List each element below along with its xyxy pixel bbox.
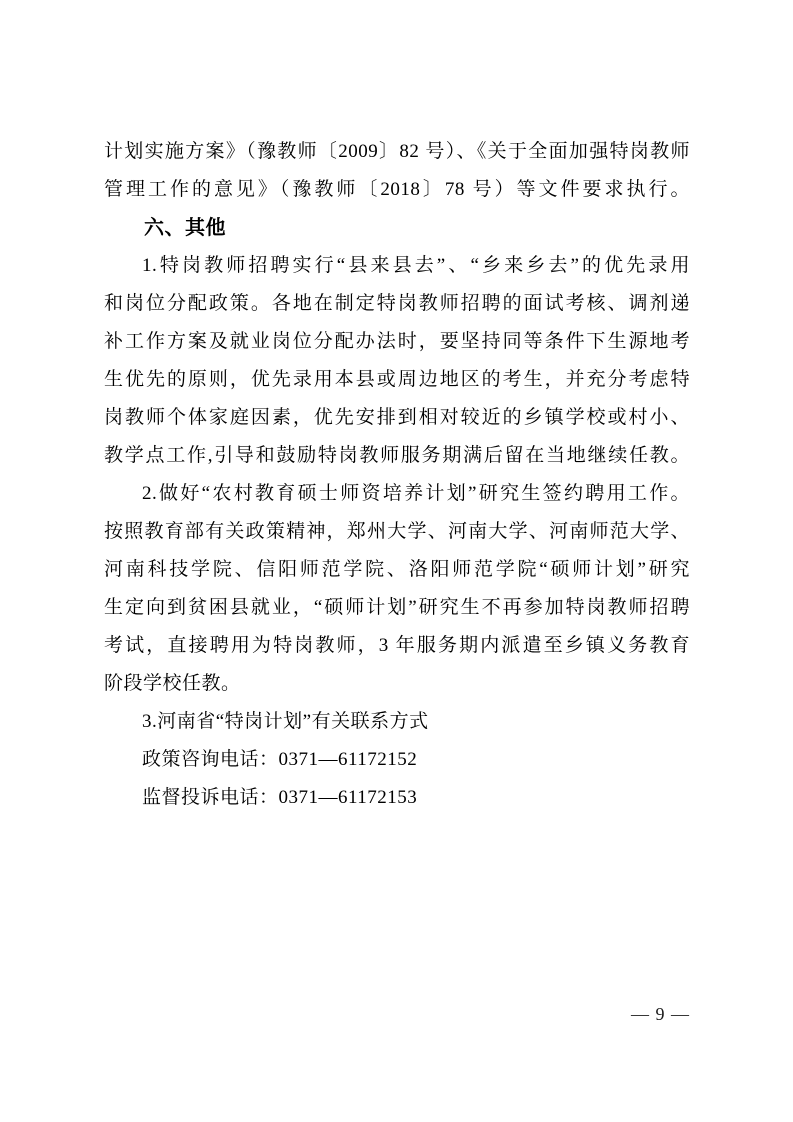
body-line: 计划实施方案》（豫教师〔2009〕82 号）、《关于全面加强特岗教师 xyxy=(104,141,690,162)
body-line: 阶段学校任教。 xyxy=(104,673,241,694)
body-line: 2.做好“农村教育硕士师资培养计划”研究生签约聘用工作。 xyxy=(142,483,690,504)
document-body xyxy=(104,133,690,817)
contact-heading-line: 3.河南省“特岗计划”有关联系方式 xyxy=(142,711,429,732)
page-number: — 9 — xyxy=(631,1004,690,1024)
body-line: 补工作方案及就业岗位分配办法时，要坚持同等条件下生源地考 xyxy=(104,331,690,352)
body-line: 和岗位分配政策。各地在制定特岗教师招聘的面试考核、调剂递 xyxy=(104,293,690,314)
complaint-phone-line: 监督投诉电话：0371—61172153 xyxy=(142,787,418,808)
section-heading: 六、其他 xyxy=(144,217,226,239)
body-line: 岗教师个体家庭因素，优先安排到相对较近的乡镇学校或村小、 xyxy=(104,407,690,428)
body-line: 管理工作的意见》（豫教师〔2018〕78 号）等文件要求执行。 xyxy=(104,179,690,200)
body-line: 教学点工作,引导和鼓励特岗教师服务期满后留在当地继续任教。 xyxy=(104,445,690,466)
body-line: 河南科技学院、信阳师范学院、洛阳师范学院“硕师计划”研究 xyxy=(104,559,690,580)
policy-phone-line: 政策咨询电话：0371—61172152 xyxy=(142,749,418,770)
body-line: 考试，直接聘用为特岗教师，3 年服务期内派遣至乡镇义务教育 xyxy=(104,635,690,656)
body-line: 生定向到贫困县就业，“硕师计划”研究生不再参加特岗教师招聘 xyxy=(104,597,690,618)
body-line: 按照教育部有关政策精神，郑州大学、河南大学、河南师范大学、 xyxy=(104,521,690,542)
body-line: 1.特岗教师招聘实行“县来县去”、“乡来乡去”的优先录用 xyxy=(142,255,690,276)
body-line: 生优先的原则，优先录用本县或周边地区的考生，并充分考虑特 xyxy=(104,369,690,390)
